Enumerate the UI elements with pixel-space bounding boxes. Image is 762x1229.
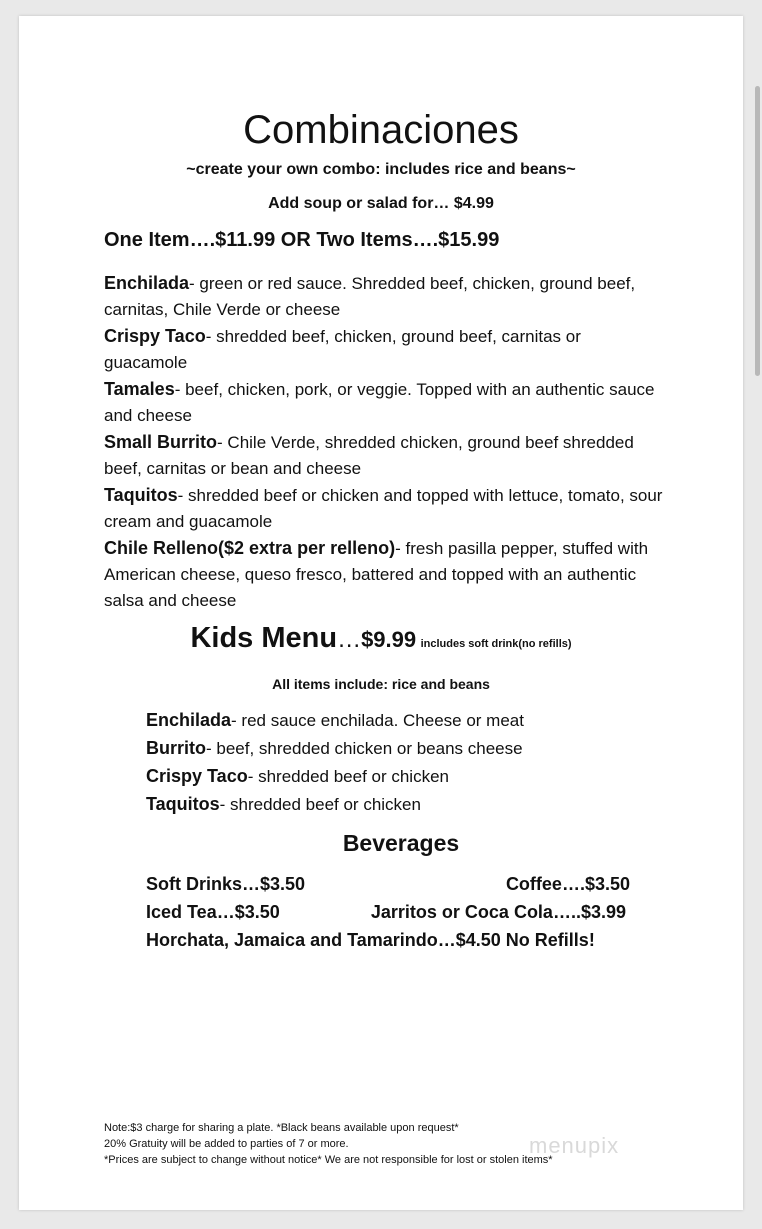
footer-note: Note:$3 charge for sharing a plate. *Black beans available upon request* [104, 1122, 459, 1134]
kids-item-name: Burrito [146, 738, 206, 758]
kids-item-desc: - beef, shredded chicken or beans cheese [206, 739, 523, 758]
combo-item-name: Small Burrito [104, 432, 218, 452]
combo-item [104, 429, 664, 482]
beverage-soft-drinks: Soft Drinks…$3.50 [146, 874, 306, 894]
combo-pricing: One Item….$11.99 OR Two Items….$15.99 [104, 229, 500, 251]
combo-item-name: Crispy Taco [104, 326, 206, 346]
combo-item [104, 323, 664, 376]
combo-item-desc: - shredded beef, chicken, ground beef, carnitas or guacamole [104, 327, 581, 372]
kids-includes: All items include: rice and beans [272, 676, 490, 692]
kids-menu-dots: … [337, 626, 362, 653]
combo-item-name: Tamales [104, 379, 175, 399]
kids-item [146, 707, 524, 734]
beverage-horchata: Horchata, Jamaica and Tamarindo…$4.50 No Refills! [146, 930, 595, 950]
beverages-title: Beverages [342, 830, 460, 856]
kids-item-name: Enchilada [146, 710, 232, 730]
beverage-iced-tea: Iced Tea…$3.50 [146, 902, 280, 922]
combo-item-desc: - beef, chicken, pork, or veggie. Topped with an authentic sauce and cheese [104, 380, 655, 425]
page-title: Combinaciones [243, 108, 519, 152]
combo-item-name: Chile Relleno($2 extra per relleno) [104, 538, 396, 558]
combo-item-desc: - fresh pasilla pepper, stuffed with American cheese, queso fresco, battered and topped with an authentic salsa and cheese [104, 539, 649, 610]
combo-item [104, 535, 664, 614]
combo-item [104, 482, 664, 535]
kids-menu-heading [19, 622, 743, 655]
menu-page [19, 16, 743, 1210]
soup-salad-addon: Add soup or salad for… $4.99 [268, 195, 494, 212]
beverage-coffee: Coffee….$3.50 [505, 874, 630, 894]
kids-item-desc: - shredded beef or chicken [247, 767, 449, 786]
kids-item-desc: - shredded beef or chicken [219, 795, 421, 814]
combo-item-name: Taquitos [104, 485, 178, 505]
beverage-jarritos: Jarritos or Coca Cola…..$3.99 [370, 902, 626, 922]
combo-item-desc: - Chile Verde, shredded chicken, ground beef shredded beef, carnitas or bean and cheese [104, 433, 634, 478]
footer-note: 20% Gratuity will be added to parties of 7 or more. [104, 1138, 349, 1150]
kids-item [146, 735, 523, 762]
combo-item [104, 270, 664, 323]
combo-subtitle: ~create your own combo: includes rice and beans~ [186, 161, 576, 178]
combo-item [104, 376, 664, 429]
watermark: menupix [529, 1133, 620, 1158]
combo-item-desc: - green or red sauce. Shredded beef, chicken, ground beef, carnitas, Chile Verde or cheese [104, 274, 636, 319]
kids-menu-title: Kids Menu [190, 622, 338, 654]
kids-item-desc: - red sauce enchilada. Cheese or meat [231, 711, 524, 730]
combo-item-desc: - shredded beef or chicken and topped with lettuce, tomato, sour cream and guacamole [104, 486, 663, 531]
kids-menu-note: includes soft drink(no refills) [420, 638, 572, 650]
combo-item-name: Enchilada [104, 273, 190, 293]
kids-item-name: Taquitos [146, 794, 220, 814]
kids-item-name: Crispy Taco [146, 766, 248, 786]
scrollbar[interactable] [755, 86, 760, 376]
kids-item [146, 763, 449, 790]
footer-note: *Prices are subject to change without notice* We are not responsible for lost or stolen items* [104, 1154, 553, 1166]
kids-menu-price: $9.99 [361, 627, 417, 652]
kids-item [146, 791, 421, 818]
